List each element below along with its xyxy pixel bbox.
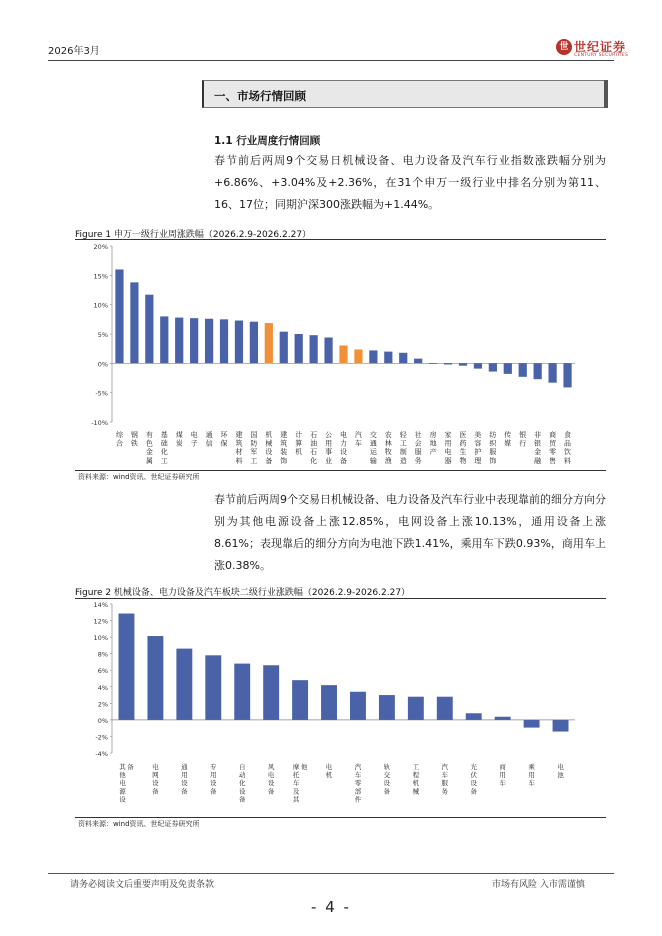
x-tick-label: 通信 — [205, 431, 213, 448]
figure-2-chart — [75, 599, 606, 817]
x-tick-label: 轨交设备 — [383, 763, 391, 796]
bar-计算机 — [295, 334, 303, 363]
bar-电池 — [553, 720, 569, 732]
bar-工程机械 — [408, 697, 424, 720]
x-tick-label: 石油石化 — [310, 431, 318, 465]
x-tick-label: 煤炭 — [175, 431, 183, 448]
bar-公用事业 — [324, 338, 332, 364]
bar-建筑材料 — [235, 321, 243, 364]
x-tick-label: 专用设备 — [210, 763, 217, 796]
bar-商用车 — [495, 717, 511, 720]
bar-电网设备 — [147, 636, 163, 720]
x-tick-label: 美容护理 — [474, 431, 482, 465]
x-tick-label: 食品饮料 — [564, 431, 572, 465]
bar-通用设备 — [176, 649, 192, 720]
y-tick-label: -5% — [95, 389, 108, 398]
bar-医药生物 — [459, 363, 467, 365]
bar-轨交设备 — [379, 695, 395, 720]
bar-农林牧渔 — [384, 352, 392, 364]
x-tick-label: 汽车服务 — [441, 763, 449, 796]
x-tick-label: 钢铁 — [130, 431, 138, 448]
bar-钢铁 — [130, 282, 138, 363]
bar-光伏设备 — [466, 713, 482, 720]
subsection-title: 1.1 行业周度行情回顾 — [214, 135, 321, 147]
x-tick-label: 传媒 — [504, 431, 512, 448]
bar-基础化工 — [160, 316, 168, 363]
x-tick-label: 医药生物 — [459, 431, 467, 465]
bar-汽车服务 — [437, 697, 453, 720]
bar-非银金融 — [534, 363, 542, 379]
x-tick-label: 农林牧渔 — [384, 431, 392, 465]
bar-汽车 — [354, 349, 362, 363]
bar-电机 — [321, 685, 337, 720]
x-tick-label: 有色金属 — [145, 431, 153, 465]
x-tick-label: 纺织服饰 — [489, 431, 497, 465]
x-tick-label: 风电设备 — [267, 763, 275, 796]
x-tick-label: 国防军工 — [250, 431, 258, 465]
x-tick-label: 公用事业 — [325, 431, 333, 465]
page-number: - 4 - — [311, 898, 351, 916]
y-tick-label: 10% — [93, 634, 108, 643]
figure-1-chart — [75, 240, 606, 470]
y-tick-label: 14% — [93, 601, 108, 609]
x-tick-label: 环保 — [220, 431, 228, 448]
y-tick-label: 20% — [93, 243, 108, 251]
x-tick-label: 轻工制造 — [399, 431, 407, 465]
x-tick-label: 家用电器 — [444, 431, 452, 465]
paragraph-2: 春节前后两周9个交易日机械设备、电力设备及汽车行业中表现靠前的细分方向分别为其他电源设备上涨12.85%，电网设备上涨10.13%，通用设备上涨8.61%；表现靠后的细分方向为电池下跌1.41%，乘用车下跌0.93%，商用车上涨0.38%。 — [214, 493, 606, 572]
figure-1-bottom-rule — [75, 470, 606, 471]
bar-综合 — [115, 269, 123, 363]
x-tick-label: 汽车 — [354, 431, 362, 448]
x-tick-label: 汽车零部件 — [354, 763, 362, 804]
paragraph-1: 春节前后两周9个交易日机械设备、电力设备及汽车行业指数涨跌幅分别为+6.86%、+3.04%及+2.36%，在31个申万一级行业中排名分别为第11、16、17位；同期沪深300涨跌幅为+1.44%。 — [214, 154, 606, 211]
y-tick-label: 4% — [97, 683, 108, 692]
bar-煤炭 — [175, 318, 183, 364]
bar-摩托车及其他 — [292, 680, 308, 720]
x-tick-label: 电机 — [325, 763, 333, 780]
bar-传媒 — [504, 363, 512, 374]
section-title: 一、市场行情回顾 — [214, 89, 306, 103]
bar-汽车零部件 — [350, 692, 366, 720]
bar-风电设备 — [263, 665, 279, 720]
x-tick-label: 计算机 — [295, 431, 303, 457]
x-tick-label: 电池 — [557, 763, 564, 780]
footer-divider — [48, 873, 614, 874]
company-logo — [556, 38, 630, 60]
bar-纺织服饰 — [489, 363, 497, 371]
y-tick-label: -4% — [95, 750, 108, 758]
y-tick-label: 2% — [97, 700, 108, 709]
x-tick-label: 自动化设备 — [238, 763, 246, 804]
x-tick-label: 建筑装饰 — [280, 431, 288, 465]
x-tick-label: 非银金融 — [534, 431, 542, 465]
x-tick-label: 基础化工 — [160, 431, 168, 465]
x-tick-label: 商贸零售 — [549, 431, 557, 465]
x-tick-label: 工程机械 — [412, 763, 420, 796]
y-tick-label: 8% — [97, 650, 108, 659]
footer-disclaimer: 请务必阅读文后重要声明及免责条款 — [70, 880, 215, 890]
y-tick-label: 5% — [97, 331, 108, 339]
x-tick-label: 建筑材料 — [235, 431, 243, 465]
bar-轻工制造 — [399, 353, 407, 364]
bar-社会服务 — [414, 359, 422, 364]
figure-2-source: 资料来源：wind资讯、世纪证券研究所 — [78, 820, 200, 828]
figure-2-bottom-rule — [75, 817, 606, 818]
logo-mark-icon: 世 — [556, 39, 572, 55]
bar-建筑装饰 — [280, 332, 288, 364]
y-tick-label: 12% — [93, 617, 108, 626]
bar-国防军工 — [250, 322, 258, 364]
bar-银行 — [519, 363, 527, 376]
bar-有色金属 — [145, 295, 153, 364]
y-tick-label: 15% — [93, 272, 108, 281]
x-tick-label: 银行 — [519, 431, 527, 448]
x-tick-label: 其他电源设备 — [119, 763, 134, 804]
x-tick-label: 乘用车 — [528, 763, 535, 788]
x-tick-label: 光伏设备 — [470, 763, 477, 796]
bar-食品饮料 — [563, 363, 571, 387]
logo-text-cn: 世纪证券 — [574, 40, 627, 54]
x-tick-label: 房地产 — [429, 431, 437, 457]
x-tick-label: 综合 — [115, 431, 123, 448]
figure-2-caption: Figure 2 机械设备、电力设备及汽车板块二级行业涨跌幅（2026.2.9-2026.2.27） — [75, 588, 411, 598]
x-tick-label: 商用车 — [499, 763, 506, 788]
x-tick-label: 电网设备 — [152, 763, 159, 796]
x-tick-label: 社会服务 — [414, 431, 422, 465]
y-tick-label: -2% — [95, 733, 108, 742]
section-heading-shadow — [604, 80, 608, 108]
bar-电子 — [190, 318, 198, 363]
x-tick-label: 通用设备 — [181, 763, 188, 796]
x-tick-label: 交通运输 — [369, 431, 377, 465]
y-tick-label: 0% — [97, 360, 108, 369]
report-date: 2026年3月 — [48, 46, 100, 57]
bar-其他电源设备 — [119, 614, 135, 720]
bar-交通运输 — [369, 350, 377, 363]
logo-text-en: CENTURY SECURITIES — [574, 53, 629, 58]
bar-机械设备 — [265, 323, 273, 363]
bar-乘用车 — [524, 720, 540, 728]
bar-通信 — [205, 319, 213, 364]
bar-石油石化 — [310, 335, 318, 363]
x-tick-label: 电子 — [190, 431, 198, 448]
figure-1-caption: Figure 1 申万一级行业周涨跌幅（2026.2.9-2026.2.27） — [75, 230, 312, 240]
bar-专用设备 — [205, 655, 221, 720]
bar-环保 — [220, 319, 228, 363]
y-tick-label: 10% — [93, 301, 108, 310]
section-heading-box — [202, 80, 606, 108]
y-tick-label: -10% — [91, 419, 108, 427]
y-tick-label: 0% — [97, 716, 108, 725]
footer-risk-warning: 市场有风险 入市需谨慎 — [492, 880, 585, 890]
bar-商贸零售 — [548, 363, 556, 382]
bar-房地产 — [429, 363, 437, 364]
figure-1-source: 资料来源：wind资讯、世纪证券研究所 — [78, 473, 200, 481]
bar-电力设备 — [339, 345, 347, 363]
bar-自动化设备 — [234, 664, 250, 720]
x-tick-label: 电力设备 — [340, 431, 347, 465]
header-divider — [48, 60, 614, 61]
x-tick-label: 摩托车及其他 — [292, 763, 308, 804]
y-tick-label: 6% — [97, 667, 108, 676]
x-tick-label: 机械设备 — [265, 431, 273, 465]
bar-美容护理 — [474, 363, 482, 368]
bar-家用电器 — [444, 363, 452, 364]
